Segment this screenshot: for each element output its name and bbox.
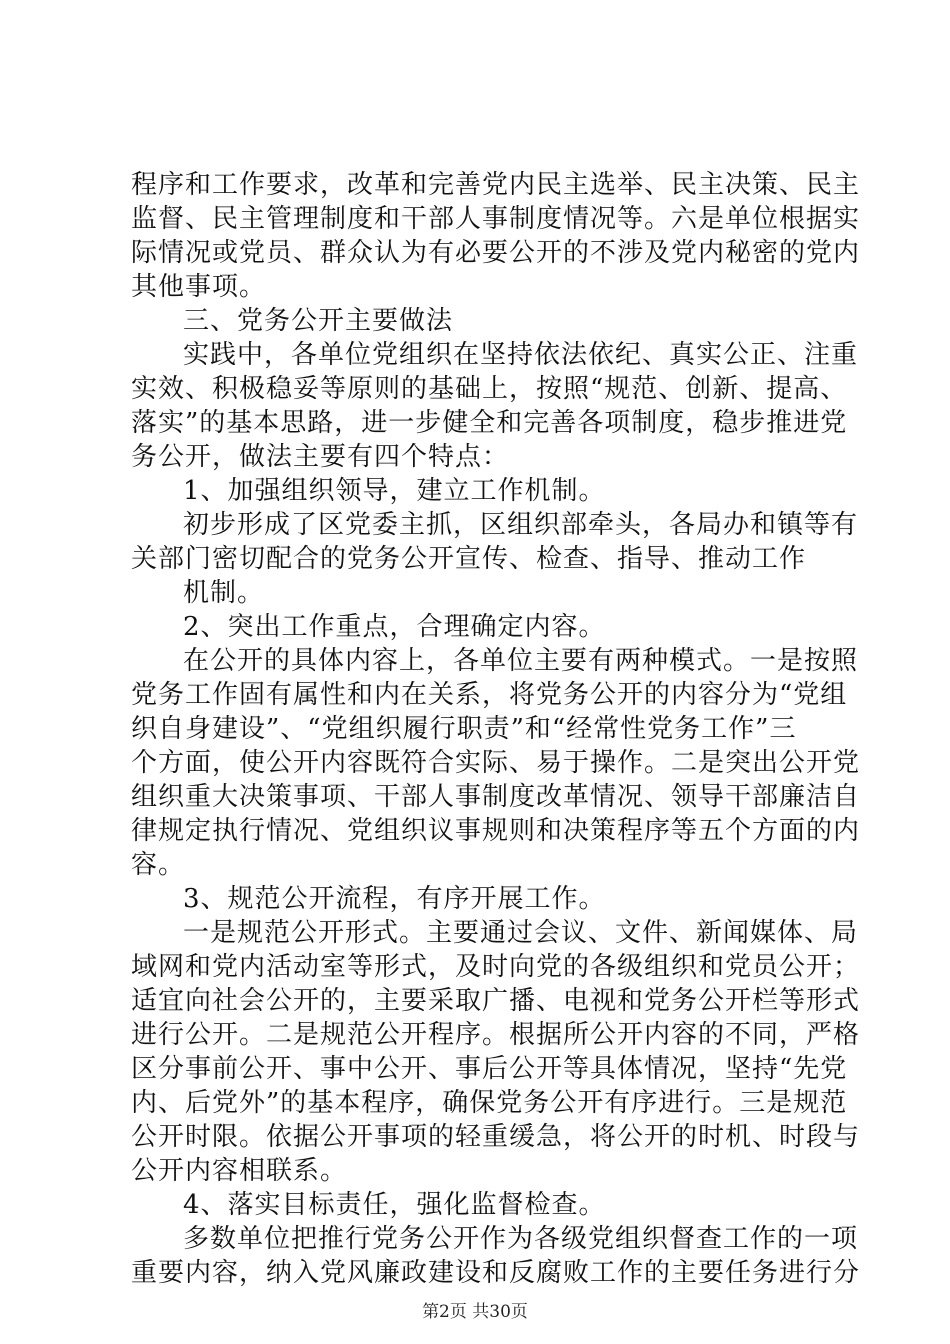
text-line: 织自身建设”、“党组织履行职责”和“经常性党务工作”三 — [131, 714, 797, 744]
text-line: 务公开，做法主要有四个特点： — [131, 442, 510, 472]
text-line: 际情况或党员、群众认为有必要公开的不涉及党内秘密的党内 — [131, 238, 861, 268]
page-number-footer: 第2页 共30页 — [422, 1302, 528, 1322]
text-line: 个方面，使公开内容既符合实际、易于操作。二是突出公开党 — [131, 748, 861, 778]
text-line: 监督、民主管理制度和干部人事制度情况等。六是单位根据实 — [131, 204, 861, 234]
text-line: 公开时限。依据公开事项的轻重缓急，将公开的时机、时段与 — [131, 1122, 861, 1152]
text-line: 域网和党内活动室等形式，及时向党的各级组织和党员公开； — [131, 952, 861, 982]
text-line: 程序和工作要求，改革和完善党内民主选举、民主决策、民主 — [131, 170, 861, 200]
text-line: 公开内容相联系。 — [131, 1156, 348, 1186]
text-line: 律规定执行情况、党组织议事规则和决策程序等五个方面的内 — [131, 816, 861, 846]
text-line: 关部门密切配合的党务公开宣传、检查、指导、推动工作 — [131, 544, 807, 574]
text-line: 重要内容，纳入党风廉政建设和反腐败工作的主要任务进行分 — [131, 1258, 861, 1288]
text-line: 多数单位把推行党务公开作为各级党组织督查工作的一项 — [183, 1224, 859, 1254]
subheading: 4、落实目标责任，强化监督检查。 — [183, 1190, 606, 1220]
text-line: 实践中，各单位党组织在坚持依法依纪、真实公正、注重 — [183, 340, 859, 370]
text-line: 党务工作固有属性和内在关系，将党务公开的内容分为“党组 — [131, 680, 848, 710]
subheading: 2、突出工作重点，合理确定内容。 — [183, 612, 606, 642]
text-line: 落实”的基本思路，进一步健全和完善各项制度，稳步推进党 — [131, 408, 848, 438]
text-line: 一是规范公开形式。主要通过会议、文件、新闻媒体、局 — [183, 918, 859, 948]
text-line: 进行公开。二是规范公开程序。根据所公开内容的不同，严格 — [131, 1020, 861, 1050]
text-line: 其他事项。 — [131, 272, 267, 302]
text-line: 在公开的具体内容上，各单位主要有两种模式。一是按照 — [183, 646, 859, 676]
subheading: 1、加强组织领导，建立工作机制。 — [183, 476, 606, 506]
text-line: 容。 — [131, 850, 186, 880]
text-line: 实效、积极稳妥等原则的基础上，按照“规范、创新、提高、 — [131, 374, 848, 404]
text-line: 组织重大决策事项、干部人事制度改革情况、领导干部廉洁自 — [131, 782, 861, 812]
text-line: 初步形成了区党委主抓，区组织部牵头，各局办和镇等有 — [183, 510, 859, 540]
text-line: 机制。 — [183, 578, 265, 608]
text-line: 内、后党外”的基本程序，确保党务公开有序进行。三是规范 — [131, 1088, 848, 1118]
text-line: 区分事前公开、事中公开、事后公开等具体情况，坚持“先党 — [131, 1054, 848, 1084]
section-heading: 三、党务公开主要做法 — [183, 306, 454, 336]
subheading: 3、规范公开流程，有序开展工作。 — [183, 884, 606, 914]
text-line: 适宜向社会公开的，主要采取广播、电视和党务公开栏等形式 — [131, 986, 861, 1016]
